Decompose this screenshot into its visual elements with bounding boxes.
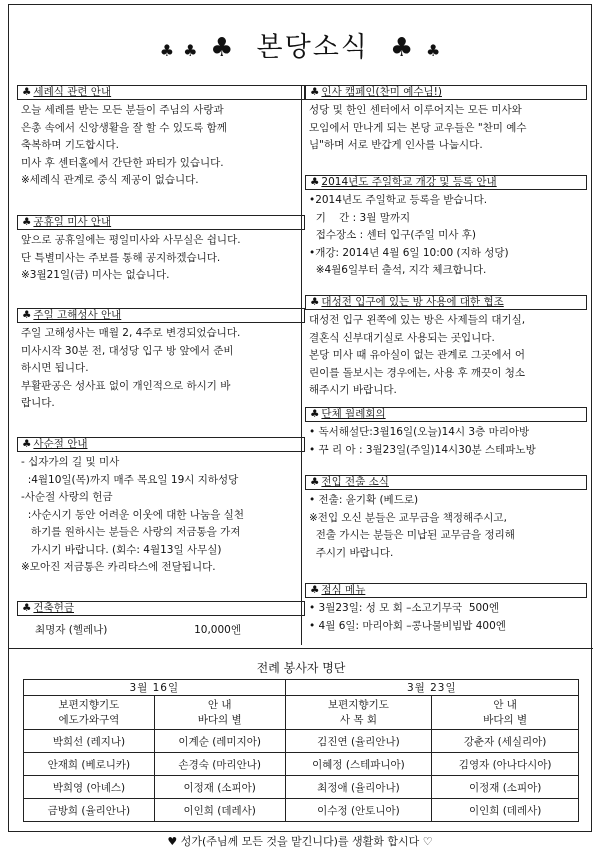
table-row: [24, 753, 579, 776]
section-lent: [17, 437, 305, 577]
page-title: [9, 25, 593, 64]
text-line: 주일 고해성사는 매월 2, 4주로 변경되었습니다.: [21, 327, 241, 339]
clubs-icon: ♣: [310, 296, 320, 308]
section-heading: ♣ 건축헌금: [17, 601, 305, 616]
roster-cell: 박희영 (아녜스): [24, 776, 155, 799]
clubs-icon: ♣: [310, 476, 320, 488]
text-line: ※전입 오신 분들은 교무금을 책정해주시고,: [309, 511, 507, 524]
section-sunday-school: [305, 175, 587, 280]
section-heading: ♣ 사순절 안내: [17, 437, 305, 452]
text-line: •개강: 2014년 4월 6일 10:00 (지하 성당): [309, 246, 509, 259]
text-line: 미사 후 센터홀에서 간단한 파티가 있습니다.: [21, 156, 224, 169]
donor-name: 최명자 (헬레나): [35, 624, 108, 636]
clubs-icon: ♣: [22, 216, 32, 228]
clubs-icon: ♣: [310, 408, 320, 420]
roster-cell: 손경숙 (마리안나): [154, 753, 285, 776]
section-baptism: [17, 85, 305, 190]
text-line: 결혼식 신부대기실로 사용되는 곳입니다.: [309, 331, 495, 344]
section-heading: ♣ 주일 고해성사 안내: [17, 308, 305, 323]
roster-header: 보편지향기도 사 목 회: [285, 696, 432, 730]
text-line: 본당 미사 때 유아실이 없는 관계로 그곳에서 어: [309, 349, 526, 361]
text-line: 가시기 바랍니다. (회수: 4월13일 사무실): [21, 543, 222, 556]
text-line: 기 간 : 3월 말까지: [309, 211, 411, 224]
clubs-icon: ♣ ♣: [159, 41, 200, 60]
text-line: • 3월23일: 성 모 회 –소고기무국 500엔: [309, 602, 499, 614]
roster-cell: 이정재 (소피아): [432, 776, 579, 799]
section-greeting-campaign: [305, 85, 587, 155]
section-lunch-menu: [305, 583, 587, 635]
roster-cell: 이혜정 (스테파니아): [285, 753, 432, 776]
clubs-icon: ♣: [210, 33, 236, 63]
roster-cell: 김영자 (아나다시아): [432, 753, 579, 776]
section-heading: ♣ 인사 캠페인(찬미 예수님!): [305, 85, 587, 100]
text-line: 대성전 입구 왼쪽에 있는 방은 사제들의 대기실,: [309, 314, 526, 326]
roster-header: 안 내 바다의 별: [154, 696, 285, 730]
clubs-icon: ♣: [310, 176, 320, 188]
roster-cell: 최정애 (율리아나): [285, 776, 432, 799]
roster-cell: 이인희 (데레사): [432, 799, 579, 822]
text-line: •2014년도 주일학교 등록을 받습니다.: [309, 194, 488, 206]
section-heading: ♣ 점심 메뉴: [305, 583, 587, 598]
roster-header: 보편지향기도 에도가와구역: [24, 696, 155, 730]
section-heading: ♣ 대성전 입구에 있는 방 사용에 대한 협조: [305, 295, 587, 310]
roster-date: 3월 16일: [24, 680, 286, 696]
section-room-usage: [305, 295, 587, 400]
text-line: 앞으로 공휴일에는 평일미사와 사무실은 쉽니다.: [21, 234, 241, 246]
text-line: • 꾸 리 아 : 3월23일(주일)14시30분 스테파노방: [309, 443, 536, 456]
text-line: • 4월 6일: 마리아회 –콩나물비빔밥 400엔: [309, 619, 506, 632]
text-line: 부활판공은 성사표 없이 개인적으로 하시기 바: [21, 379, 231, 392]
text-line: ※세례식 관계로 중식 제공이 없습니다.: [21, 174, 199, 186]
clubs-icon: ♣: [310, 584, 320, 596]
text-line: ※4월6일부터 출석, 지각 체크합니다.: [309, 264, 487, 276]
section-divider: [9, 648, 593, 649]
text-line: :사순시기 동안 어려운 이웃에 대한 나눔을 실천: [21, 508, 244, 521]
text-line: 님"하며 서로 반갑게 인사를 나눕시다.: [309, 139, 483, 151]
text-line: 주시기 바랍니다.: [309, 546, 394, 559]
clubs-icon: ♣: [390, 33, 416, 63]
text-line: ※3월21일(금) 미사는 없습니다.: [21, 269, 170, 281]
roster-date: 3월 23일: [285, 680, 578, 696]
clubs-icon: ♣: [22, 438, 32, 450]
roster-header: 안 내 바다의 별: [432, 696, 579, 730]
section-heading: ♣ 세례식 관련 안내: [17, 85, 305, 100]
roster-cell: 김진연 (율리안나): [285, 730, 432, 753]
text-line: 성당 및 한인 센터에서 이루어지는 모든 미사와: [309, 104, 522, 116]
text-line: 린이를 돌보시는 경우에는, 사용 후 깨끗이 청소: [309, 366, 526, 379]
text-line: 축복하며 기도합시다.: [21, 139, 119, 151]
section-confession: [17, 308, 305, 413]
text-line: 해주시기 바랍니다.: [309, 384, 397, 396]
section-transfers: [305, 475, 587, 562]
table-row: [24, 730, 579, 753]
text-line: 오늘 세례를 받는 모든 분들이 주님의 사랑과: [21, 104, 224, 116]
newsletter-page: [8, 4, 592, 832]
section-building-fund: [17, 601, 305, 640]
roster-cell: 이수정 (안토니아): [285, 799, 432, 822]
roster-cell: 안재희 (베로니카): [24, 753, 155, 776]
roster-cell: 금방희 (율리안나): [24, 799, 155, 822]
roster-cell: 이인희 (데레사): [154, 799, 285, 822]
text-line: 하기를 원하시는 분들은 사랑의 저금통을 가져: [21, 526, 241, 538]
text-line: 접수장소 : 센터 입구(주일 미사 후): [309, 229, 476, 241]
roster-cell: 박희선 (레지나): [24, 730, 155, 753]
clubs-icon: ♣: [310, 86, 320, 98]
table-row: [24, 776, 579, 799]
text-line: -사순절 사랑의 헌금: [21, 491, 113, 503]
text-line: 모임에서 만나게 되는 본당 교우들은 "찬미 예수: [309, 121, 527, 134]
section-group-meetings: [305, 407, 587, 459]
text-line: 미사시작 30분 전, 대성당 입구 방 앞에서 준비: [21, 344, 234, 357]
roster-cell: 이계순 (레미지아): [154, 730, 285, 753]
roster-cell: 이정재 (소피아): [154, 776, 285, 799]
donation-amount: 10,000엔: [194, 624, 241, 636]
section-holiday-mass: [17, 215, 305, 285]
clubs-icon: ♣: [425, 41, 443, 60]
page-title-text: 본당소식: [256, 32, 369, 63]
text-line: • 전출: 윤기확 (베드로): [309, 494, 419, 506]
text-line: 전출 가시는 분들은 미납된 교무금을 정리해: [309, 529, 515, 541]
text-line: :4월10일(목)까지 매주 목요일 19시 지하성당: [21, 473, 239, 486]
text-line: - 십자가의 길 및 미사: [21, 456, 120, 468]
section-heading: ♣ 공휴일 미사 안내: [17, 215, 305, 230]
section-heading: ♣ 단체 월례회의: [305, 407, 587, 422]
text-line: • 독서해설단:3월16일(오늘)14시 3층 마리아방: [309, 426, 530, 438]
table-row: [24, 799, 579, 822]
clubs-icon: ♣: [22, 86, 32, 98]
section-heading: ♣ 전입 전출 소식: [305, 475, 587, 490]
roster-title: 전례 봉사자 명단: [256, 661, 346, 675]
clubs-icon: ♣: [22, 309, 32, 321]
footer-slogan: ♥ 성가(주님께 모든 것을 맡긴니다)를 생활화 합시다 ♡: [167, 835, 433, 848]
text-line: 랍니다.: [21, 397, 55, 409]
section-heading: ♣ 2014년도 주일학교 개강 및 등록 안내: [305, 175, 587, 190]
text-line: 은총 속에서 신앙생활을 잘 할 수 있도록 함께: [21, 121, 227, 134]
roster-table: [23, 679, 579, 822]
clubs-icon: ♣: [22, 602, 32, 614]
text-line: 단 특별미사는 주보를 통해 공지하겠습니다.: [21, 251, 221, 264]
roster-cell: 강춘자 (세실리아): [432, 730, 579, 753]
text-line: ※모아진 저금통은 카리타스에 전달됩니다.: [21, 561, 216, 573]
text-line: 하시면 됩니다.: [21, 362, 89, 374]
